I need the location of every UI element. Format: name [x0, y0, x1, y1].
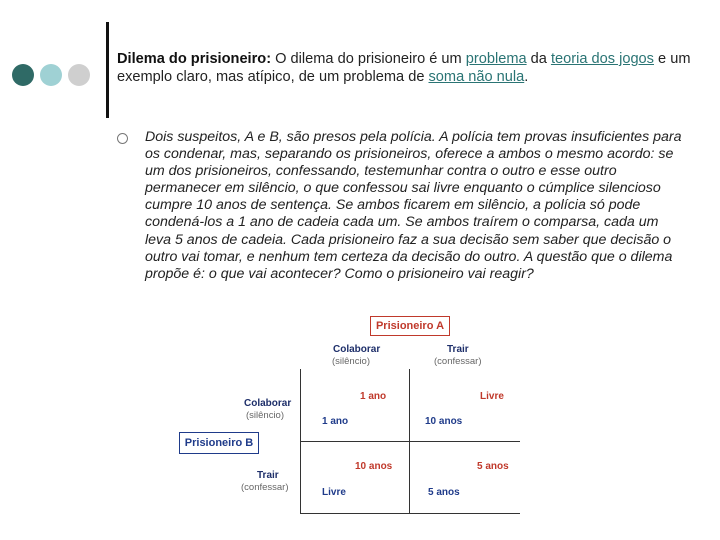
- decorative-dot-grey: [68, 64, 90, 86]
- cell-r1c2-a: Livre: [480, 391, 504, 402]
- matrix-middle-hline: [300, 441, 520, 442]
- cell-r2c2-b: 5 anos: [428, 487, 460, 498]
- vertical-divider: [106, 22, 109, 118]
- cell-r1c1-a: 1 ano: [360, 391, 387, 402]
- intro-paragraph: [117, 51, 707, 86]
- bullet-icon: [117, 133, 128, 144]
- row2-sub: (confessar): [241, 482, 289, 493]
- intro-heading: Dilema do prisioneiro:: [117, 51, 272, 67]
- row2-label: Trair: [257, 470, 279, 481]
- player-a-box: [370, 316, 450, 336]
- body-paragraph: Dois suspeitos, A e B, são presos pela polícia. A polícia tem provas insuficientes para os condenar, mas, separando os prisioneiros, oferece a ambos o mesmo acordo: se um dos prisioneiros, confessando, testemunhar contra o outro e esse outro permanecer em silêncio, o que confessou sai livre enquanto o cúmplice silencioso cumpre 10 anos de sentença. Se ambos ficarem em silêncio, a polícia só pode condená-los a 1 ano de cadeia cada um. Se ambos traírem o comparsa, cada um leva 5 anos de cadeia. Cada prisioneiro faz a sua decisão sem saber que decisão o outro vai tomar, e nenhum tem certeza da decisão do outro. A questão que o dilema propõe é: o que vai acontecer? Como o prisioneiro vai reagir?: [145, 129, 682, 282]
- cell-r2c1-b: Livre: [322, 487, 346, 498]
- link-soma-nao-nula[interactable]: soma não nula: [428, 68, 525, 85]
- cell-r2c1-a: 10 anos: [355, 461, 393, 472]
- link-teoria-dos-jogos[interactable]: teoria dos jogos: [550, 51, 654, 67]
- cell-r1c2-b: 10 anos: [425, 416, 463, 427]
- cell-r1c1-b: 1 ano: [322, 416, 349, 427]
- intro-text-4: .: [524, 68, 529, 85]
- player-a-label: Prisioneiro A: [375, 320, 445, 332]
- col2-label: Trair: [447, 344, 469, 355]
- link-problema[interactable]: problema: [465, 51, 527, 67]
- row1-label: Colaborar: [244, 398, 292, 409]
- decorative-dot-dark: [12, 64, 34, 86]
- row1-sub: (silêncio): [246, 410, 285, 421]
- matrix-bottom-border: [300, 513, 520, 514]
- matrix-middle-vline: [409, 369, 410, 514]
- intro-text-2: da: [526, 51, 551, 67]
- player-b-label: Prisioneiro B: [184, 437, 254, 449]
- col2-sub: (confessar): [434, 356, 482, 367]
- intro-text-1: O dilema do prisioneiro é um: [271, 51, 466, 67]
- col1-label: Colaborar: [333, 344, 381, 355]
- player-b-box: [179, 432, 259, 454]
- col1-sub: (silêncio): [332, 356, 371, 367]
- cell-r2c2-a: 5 anos: [477, 461, 509, 472]
- matrix-left-border: [300, 369, 301, 514]
- intro-text-3: e um exemplo claro, mas atípico, de um problema de: [117, 51, 691, 85]
- decorative-dot-light: [40, 64, 62, 86]
